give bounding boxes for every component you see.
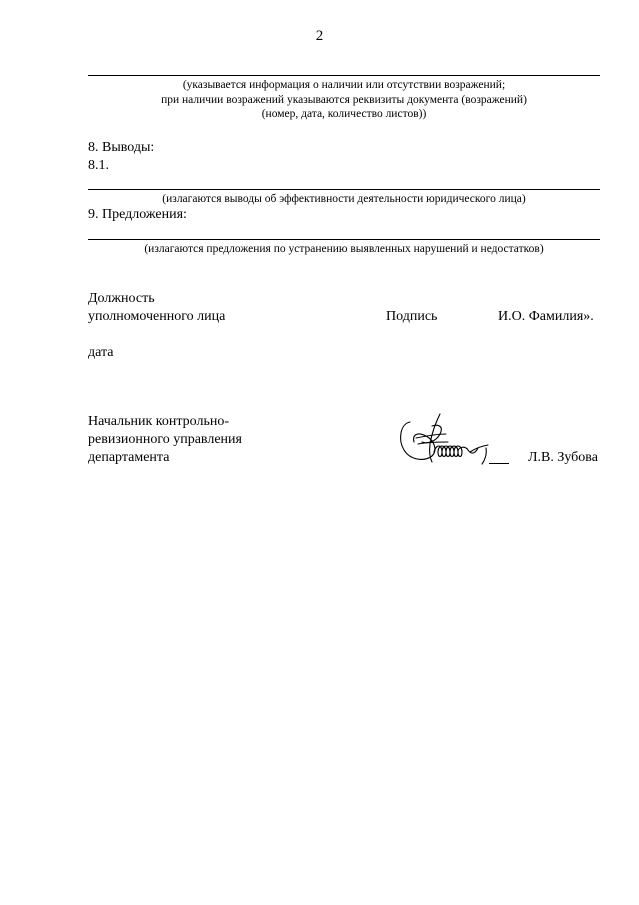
objections-fill-line [88,75,600,76]
conclusions-heading: 8. Выводы: [88,140,155,155]
proposals-fill-line [88,239,600,240]
objections-caption-line: (номер, дата, количество листов)) [261,108,427,120]
objections-caption [88,78,600,122]
conclusions-item: 8.1. [88,158,109,173]
signature-label: Подпись [386,309,438,324]
conclusions-fill-line [88,189,600,190]
conclusions-caption: (излагаются выводы об эффективности деятельности юридического лица) [162,193,526,205]
date-label: дата [88,345,114,360]
approver-title-line-3: департамента [88,450,170,465]
page-number: 2 [315,28,324,44]
approver-title-line-2: ревизионного управления [88,432,242,447]
handwritten-signature [396,412,492,470]
position-line-1: Должность [88,291,155,306]
objections-caption-line: (указывается информация о наличии или отсутствии возражений; [182,79,506,91]
position-line-2: уполномоченного лица [88,309,226,324]
name-label: И.О. Фамилия». [498,309,594,324]
signature-underline [489,463,509,464]
objections-caption-line: при наличии возражений указываются реквизиты документа (возражений) [161,93,527,106]
approver-name: Л.В. Зубова [528,450,598,465]
approver-title-line-1: Начальник контрольно- [88,414,230,429]
proposals-caption: (излагаются предложения по устранению выявленных нарушений и недостатков) [144,243,544,255]
proposals-heading: 9. Предложения: [88,207,187,222]
